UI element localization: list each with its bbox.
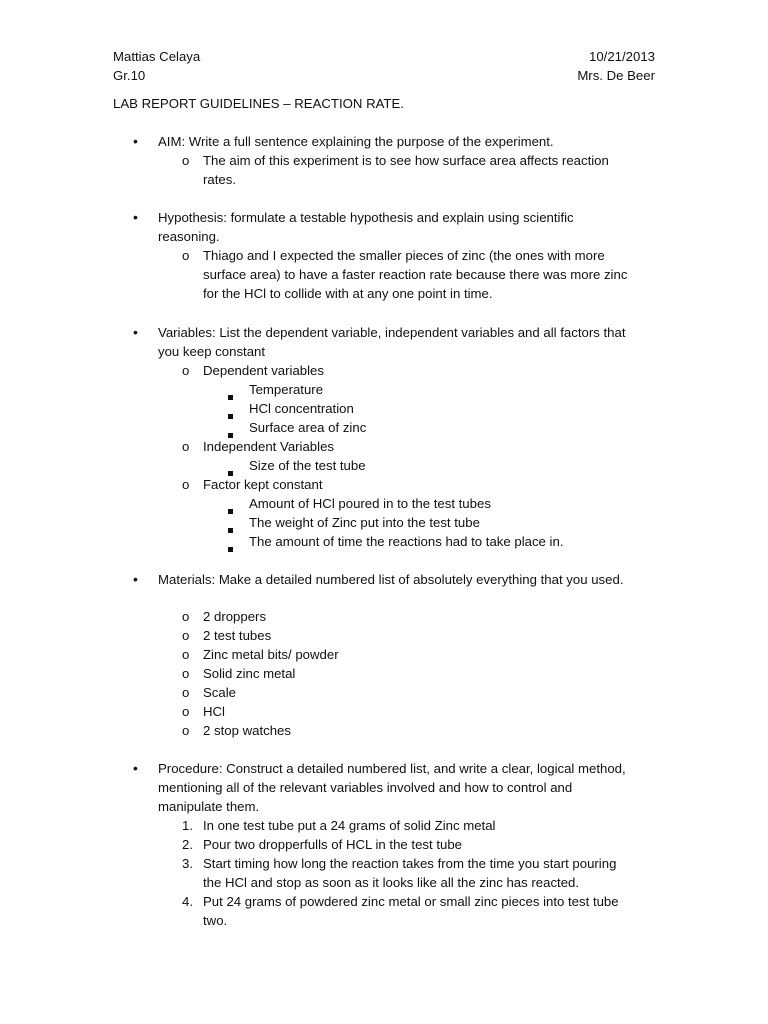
variables-prompt: Variables: List the dependent variable, independent variables and all factors that [158,325,626,340]
sub-bullet-marker: o [182,363,190,378]
list-item: The amount of time the reactions had to take place in. [249,534,564,549]
list-item: Size of the test tube [249,458,366,473]
sub-bullet-marker: o [182,153,190,168]
bullet-marker: • [133,760,138,776]
step-number: 3. [182,856,193,871]
step-number: 2. [182,837,193,852]
bullet-marker: • [133,209,138,225]
materials-prompt: Materials: Make a detailed numbered list of absolutely everything that you used. [158,572,624,587]
hypothesis-answer-cont: surface area) to have a faster reaction rate because there was more zinc [203,267,628,282]
square-bullet-marker [228,519,233,538]
dependent-variables-label: Dependent variables [203,363,324,378]
bullet-marker: • [133,571,138,587]
aim-answer-cont: rates. [203,172,236,187]
sub-bullet-marker: o [182,704,190,719]
sub-bullet-marker: o [182,477,190,492]
square-bullet-marker [228,405,233,424]
independent-variables-label: Independent Variables [203,439,334,454]
constant-factors-label: Factor kept constant [203,477,323,492]
square-bullet-marker [228,538,233,557]
sub-bullet-marker: o [182,628,190,643]
grade-label: Gr.10 [113,68,146,83]
bullet-marker: • [133,133,138,149]
bullet-marker: • [133,324,138,340]
square-bullet-marker [228,386,233,405]
hypothesis-answer-cont: for the HCl to collide with at any one point in time. [203,286,493,301]
variables-prompt-cont: you keep constant [158,344,266,359]
list-item: Scale [203,685,236,700]
list-item: Zinc metal bits/ powder [203,647,339,662]
procedure-step: In one test tube put a 24 grams of solid Zinc metal [203,818,496,833]
list-item: The weight of Zinc put into the test tube [249,515,480,530]
sub-bullet-marker: o [182,609,190,624]
square-bullet-marker [228,500,233,519]
list-item: Solid zinc metal [203,666,296,681]
procedure-prompt-cont: manipulate them. [158,799,260,814]
hypothesis-answer: Thiago and I expected the smaller pieces of zinc (the ones with more [203,248,605,263]
procedure-step: Start timing how long the reaction takes from the time you start pouring [203,856,617,871]
procedure-prompt: Procedure: Construct a detailed numbered list, and write a clear, logical method, [158,761,626,776]
step-number: 1. [182,818,193,833]
sub-bullet-marker: o [182,723,190,738]
sub-bullet-marker: o [182,666,190,681]
teacher-name: Mrs. De Beer [577,68,655,83]
list-item: 2 droppers [203,609,267,624]
aim-answer: The aim of this experiment is to see how surface area affects reaction [203,153,609,168]
sub-bullet-marker: o [182,685,190,700]
procedure-step-cont: the HCl and stop as soon as it looks like all the zinc has reacted. [203,875,580,890]
hypothesis-prompt-cont: reasoning. [158,229,220,244]
procedure-prompt-cont: mentioning all of the relevant variables involved and how to control and [158,780,573,795]
report-date: 10/21/2013 [588,49,655,64]
sub-bullet-marker: o [182,647,190,662]
sub-bullet-marker: o [182,248,190,263]
list-item: 2 stop watches [203,723,291,738]
list-item: 2 test tubes [203,628,272,643]
list-item: HCl [203,704,225,719]
procedure-step: Put 24 grams of powdered zinc metal or small zinc pieces into test tube [203,894,619,909]
hypothesis-prompt: Hypothesis: formulate a testable hypothesis and explain using scientific [158,210,574,225]
procedure-step-cont: two. [203,913,228,928]
doc-title: LAB REPORT GUIDELINES – REACTION RATE. [113,96,404,111]
sub-bullet-marker: o [182,439,190,454]
student-name: Mattias Celaya [113,49,201,64]
list-item: Temperature [249,382,324,397]
step-number: 4. [182,894,193,909]
procedure-step: Pour two dropperfulls of HCL in the test tube [203,837,463,852]
list-item: Amount of HCl poured in to the test tubes [249,496,491,511]
aim-prompt: AIM: Write a full sentence explaining the purpose of the experiment. [158,134,554,149]
list-item: Surface area of zinc [249,420,367,435]
list-item: HCl concentration [249,401,354,416]
